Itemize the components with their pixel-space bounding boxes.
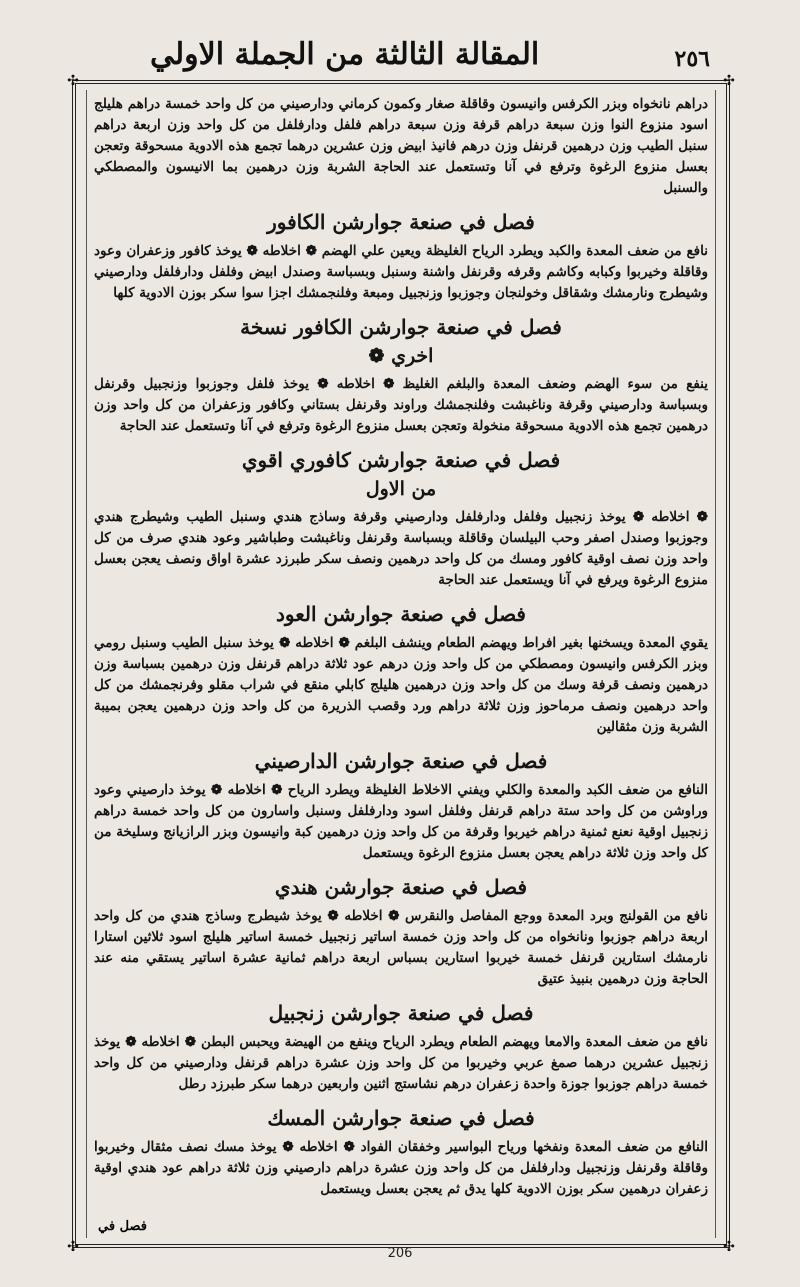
- section-title: [94, 998, 708, 1028]
- section-title: [94, 872, 708, 902]
- section-title-text: فصل في صنعة جوارشن الكافور نسخة: [240, 315, 562, 339]
- section-title-text: فصل في صنعة جوارشن المسك: [267, 1106, 535, 1130]
- section-title: [94, 599, 708, 629]
- page-number: ٢٥٦: [674, 46, 710, 72]
- section-subtitle: من الاول: [365, 478, 437, 500]
- section-title-text: فصل في صنعة جوارشن هندي: [274, 875, 528, 899]
- footer-page-number: 206: [387, 1246, 413, 1261]
- section-body: يقوي المعدة ويسخنها بغير افراط ويهضم الطعام وينشف البلغم ❁ اخلاطه ❁ يوخذ سنبل الطيب وسنبل رومي وبزر الكرفس وانيسون ومصطكي من كل واحد وزن درهم عود ثلاثة دراهم قرنفل وزن درهمين بسباسة وزن درهمين ونصف قرفة وسك من كل واحد وزن درهمين هليلج كابلي منقع في شراب مقلو وفرنجمشك من كل واحد درهمين ونصف مرماحوز وزن ثلاثة دراهم ورد وقصب الذريرة من كل واحد وزن درهمين يعجن بميبة الشربة وزن مثقالين: [94, 635, 708, 735]
- section-title: [94, 746, 708, 776]
- corner-ornament-icon: ✣: [723, 73, 735, 89]
- corner-ornament-icon: ✣: [67, 73, 79, 89]
- section-body: النافع من ضعف الكبد والمعدة والكلي ويفني الاخلاط الغليظة ويطرد الرياح ❁ اخلاطه ❁ يوخذ دارصيني وعود وراوشن من كل واحد ستة دراهم قرنفل وفلفل اسود ودارفلفل وسنبل واسارون من كل واحد خمسة دراهم زنجبيل اوقية نعنع ثمنية دراهم خيربوا وقرفة من كل واحد وزن درهمين كبة وانيسون وبزر الرازيانج وسليخة من كل واحد وزن ثلاثة دراهم يعجن بعسل منزوع الرغوة ويستعمل: [93, 782, 708, 861]
- section-title-text: فصل في صنعة جوارشن الدارصيني: [254, 749, 548, 773]
- section-title-text: فصل في صنعة جوارشن العود: [276, 602, 526, 626]
- section-title: [94, 207, 708, 237]
- section-title-text: فصل في صنعة جوارشن الكافور: [267, 210, 535, 234]
- main-text: [94, 94, 708, 1214]
- section-body: النافع من ضعف المعدة ونفخها ورياح البواسير وخفقان الفواد ❁ اخلاطه ❁ يوخذ مسك نصف مثقال وخيربوا وقاقلة وقرنفل وزنجبيل ودارفلفل من كل واحد وزن عشرة دراهم دارصيني وزن ثلاثة دراهم عود هندي اوقية زعفران درهمين سكر بوزن الادوية كلها يدق ثم يعجن بعسل ويستعمل: [94, 1139, 708, 1197]
- section-body: ينفع من سوء الهضم وضعف المعدة والبلغم الغليظ ❁ اخلاطه ❁ يوخذ فلفل وجوزبوا وزنجبيل وقرنفل وبسباسة ودارصيني وقرفة وناغبشت وفلنجمشك وراوند وقرنفل بستاني وكافور وزعفران من كل واحد وزن درهمين تجمع هذه الادوية مسحوقة منخولة وتعجن بعسل منزوع الرغوة وترفع في آنا وتستعمل عند الحاجة: [94, 376, 708, 434]
- section-title: [94, 445, 708, 503]
- page-title: المقالة الثالثة من الجملة الاولي: [150, 37, 540, 72]
- section-body: نافع من القولنج وبرد المعدة ووجع المفاصل والنقرس ❁ اخلاطه ❁ يوخذ شيطرج وساذج هندي من كل واحد اربعة دراهم جوزبوا ونانخواه من كل واحد وزن خمسة اساتير زنجبيل خمسة اساتير هليلج اسود ثلاثين استارا نارمشك استارين قرنفل خمسة خيربوا استارين بسباس اربعة دراهم ثمانية عشرة اساتير يستقي منه عند الحاجة وزن درهمين بنبيذ عتيق: [94, 908, 708, 987]
- section-title-text: فصل في صنعة جوارشن زنجبيل: [268, 1001, 534, 1025]
- section-body: نافع من ضعف المعدة والامعا ويهضم الطعام ويطرد الرياح وينفع من الهيضة ويحبس البطن ❁ اخلاطه ❁ يوخذ زنجبيل عشرين درهما صمغ عربي وخيربوا من كل واحد وزن عشرة دراهم قرنفل ودارصيني من كل واحد خمسة دراهم جوزبوا جوزة واحدة زعفران درهم نشاستج اثنين واربعين درهما سكر طبرزد رطل: [94, 1034, 708, 1092]
- section-body: نافع من ضعف المعدة والكبد ويطرد الرياح الغليظة ويعين علي الهضم ❁ اخلاطه ❁ يوخذ كافور وزعفران وعود وقاقلة وخيربوا وكبابه وكاشم وقرفه وقرنفل واشنة وسنبل وبسباسة وصندل ابيض وفلفل ودارفلفل ودارصيني وشيطرج ونارمشك وشقاقل وخولنجان وجوزبوا وزنجبيل ومبعة وفلنجمشك اجزا سوا سكر بوزن الادوية كلها: [94, 243, 708, 301]
- corner-ornament-icon: ✣: [67, 1239, 79, 1255]
- intro-paragraph: دراهم نانخواه وبزر الكرفس وانيسون وقاقلة صغار وكمون كرماني ودارصيني من كل واحد خمسة دراهم هليلج اسود منزوع النوا وزن سبعة دراهم قرفة وزن سبعة دراهم فلفل ودارفلفل من كل واحد وزن اربعة دراهم سنبل الطيب وزن درهمين قرنفل وزن درهم فانيذ ابيض وزن عشرين درهما تجمع هذه الادوية مسحوقة وتعجن بعسل منزوع الرغوة وترفع في آنا وتستعمل عند الحاجة الشربة وزن درهمين بما الانيسون والمصطكي والسنبل: [94, 96, 708, 196]
- page-header: [150, 22, 710, 72]
- section-title-text: فصل في صنعة جوارشن كافوري اقوي: [241, 448, 561, 472]
- corner-ornament-icon: ✣: [723, 1239, 735, 1255]
- catchword: فصل في: [98, 1219, 147, 1234]
- section-subtitle: اخري ❁: [368, 345, 434, 367]
- section-body: ❁ اخلاطه ❁ يوخذ زنجبيل وفلفل ودارفلفل ودارصيني وقرفة وساذج هندي وسنبل الطيب وشيطرج هندي وجوزبوا وصندل اصفر وحب البيلسان وقاقلة وبسباسة وقرنفل وناغبشت وطباشير وعود هندي صرف من كل واحد وزن نصف اوقية كافور ومسك من كل واحد درهمين ونصف سكر طبرزد عشرة اواق ونصف يعجن بعسل منزوع الرغوة ويرفع في آنا ويستعمل عند الحاجة: [94, 509, 708, 588]
- section-title: [94, 312, 708, 370]
- section-title: [94, 1103, 708, 1133]
